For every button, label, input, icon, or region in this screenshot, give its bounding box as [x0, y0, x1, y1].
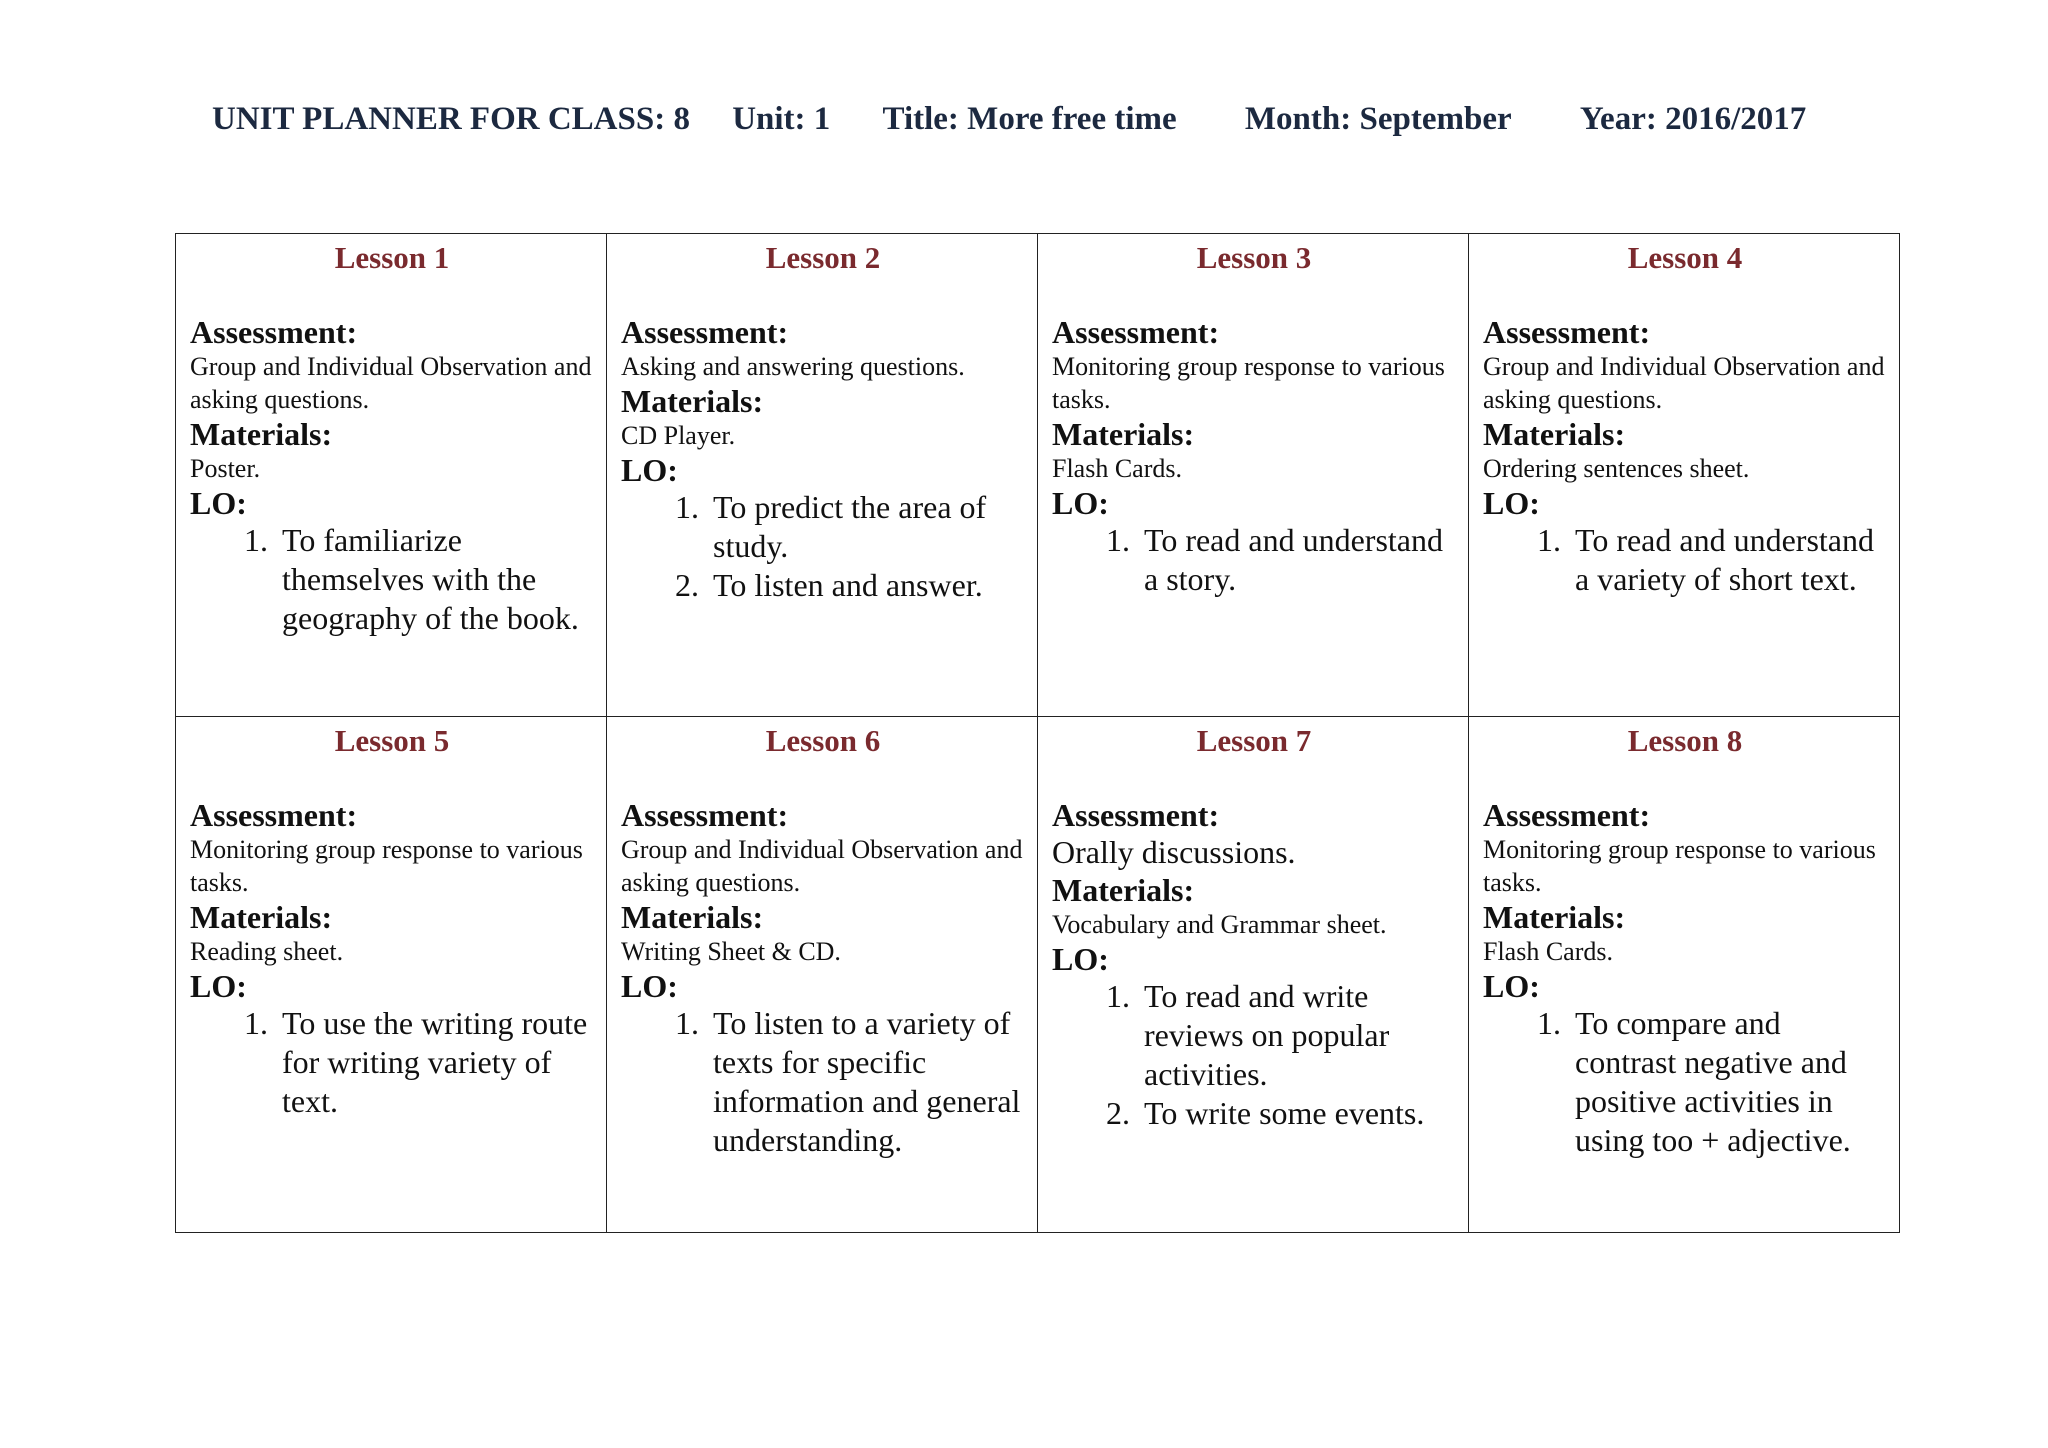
unit-planner-table [175, 233, 1900, 1233]
lesson-title: Lesson 6 [765, 723, 881, 758]
materials-label: Materials: [1052, 416, 1195, 452]
lesson-title: Lesson 8 [1627, 723, 1743, 758]
materials-text: CD Player. [621, 421, 736, 450]
materials-text: Ordering sentences sheet. [1483, 454, 1750, 483]
lo-item: 1. To read and write reviews on popular activities. [1138, 977, 1456, 1094]
lo-item: 2. To write some events. [1138, 1094, 1456, 1133]
month-label: Month: September [1244, 101, 1512, 137]
unit-label: Unit: 1 [732, 101, 831, 137]
materials-label: Materials: [1052, 872, 1195, 908]
lesson-cell [1469, 717, 1900, 1233]
assessment-text: Group and Individual Observation and asking questions. [1483, 352, 1885, 414]
assessment-label: Assessment: [190, 797, 358, 833]
materials-text: Vocabulary and Grammar sheet. [1052, 910, 1387, 939]
lesson-title: Lesson 1 [334, 240, 450, 275]
materials-text: Poster. [190, 454, 261, 483]
assessment-text: Monitoring group response to various tasks. [1483, 835, 1876, 897]
lo-list [621, 488, 1025, 605]
assessment-text: Monitoring group response to various tasks. [190, 835, 583, 897]
lo-label: LO: [1483, 968, 1540, 1004]
lesson-cell [176, 717, 607, 1233]
lesson-cell [1038, 717, 1469, 1233]
lo-label: LO: [621, 968, 678, 1004]
materials-label: Materials: [190, 416, 333, 452]
lo-label: LO: [621, 452, 678, 488]
assessment-label: Assessment: [1052, 797, 1220, 833]
lo-item: 1. To listen to a variety of texts for specific information and general understanding. [707, 1004, 1025, 1160]
lo-item: 1. To read and understand a variety of short text. [1569, 521, 1887, 599]
lo-list [1483, 521, 1887, 599]
lo-item: 1. To familiarize themselves with the geography of the book. [276, 521, 594, 638]
assessment-text: Asking and answering questions. [621, 352, 965, 381]
lesson-cell [1038, 234, 1469, 717]
materials-label: Materials: [621, 383, 764, 419]
assessment-label: Assessment: [1483, 797, 1651, 833]
assessment-label: Assessment: [1483, 314, 1651, 350]
lesson-title: Lesson 3 [1196, 240, 1312, 275]
assessment-label: Assessment: [621, 314, 789, 350]
materials-text: Reading sheet. [190, 937, 344, 966]
materials-label: Materials: [1483, 416, 1626, 452]
lo-item: 1. To compare and contrast negative and positive activities in using too + adjective. [1569, 1004, 1887, 1160]
assessment-text: Monitoring group response to various tasks. [1052, 352, 1445, 414]
assessment-text: Group and Individual Observation and asking questions. [621, 835, 1023, 897]
page-header [212, 100, 1806, 140]
lesson-cell [176, 234, 607, 717]
assessment-label: Assessment: [1052, 314, 1220, 350]
lo-item: 1. To read and understand a story. [1138, 521, 1456, 599]
title-label: Title: More free time [882, 101, 1177, 137]
materials-label: Materials: [1483, 899, 1626, 935]
lo-list [1483, 1004, 1887, 1160]
lo-label: LO: [190, 968, 247, 1004]
lesson-cell [1469, 234, 1900, 717]
lesson-title: Lesson 5 [334, 723, 450, 758]
materials-label: Materials: [621, 899, 764, 935]
lo-label: LO: [190, 485, 247, 521]
lesson-cell [607, 717, 1038, 1233]
lesson-title: Lesson 7 [1196, 723, 1312, 758]
assessment-text: Group and Individual Observation and asking questions. [190, 352, 592, 414]
lo-item: 1. To predict the area of study. [707, 488, 1025, 566]
lesson-title: Lesson 2 [765, 240, 881, 275]
lo-list [1052, 521, 1456, 599]
year-label: Year: 2016/2017 [1579, 101, 1807, 137]
materials-text: Flash Cards. [1483, 937, 1613, 966]
lo-item: 2. To listen and answer. [707, 566, 1025, 605]
lo-item: 1. To use the writing route for writing variety of text. [276, 1004, 594, 1121]
assessment-label: Assessment: [621, 797, 789, 833]
lo-list [1052, 977, 1456, 1133]
lo-list [190, 1004, 594, 1121]
class-label: UNIT PLANNER FOR CLASS: 8 [212, 101, 690, 137]
materials-text: Writing Sheet & CD. [621, 937, 841, 966]
lo-label: LO: [1052, 941, 1109, 977]
lesson-title: Lesson 4 [1627, 240, 1743, 275]
materials-text: Flash Cards. [1052, 454, 1182, 483]
assessment-label: Assessment: [190, 314, 358, 350]
lo-list [621, 1004, 1025, 1160]
lo-list [190, 521, 594, 638]
materials-label: Materials: [190, 899, 333, 935]
lo-label: LO: [1052, 485, 1109, 521]
lo-label: LO: [1483, 485, 1540, 521]
assessment-text: Orally discussions. [1052, 834, 1296, 870]
lesson-cell [607, 234, 1038, 717]
